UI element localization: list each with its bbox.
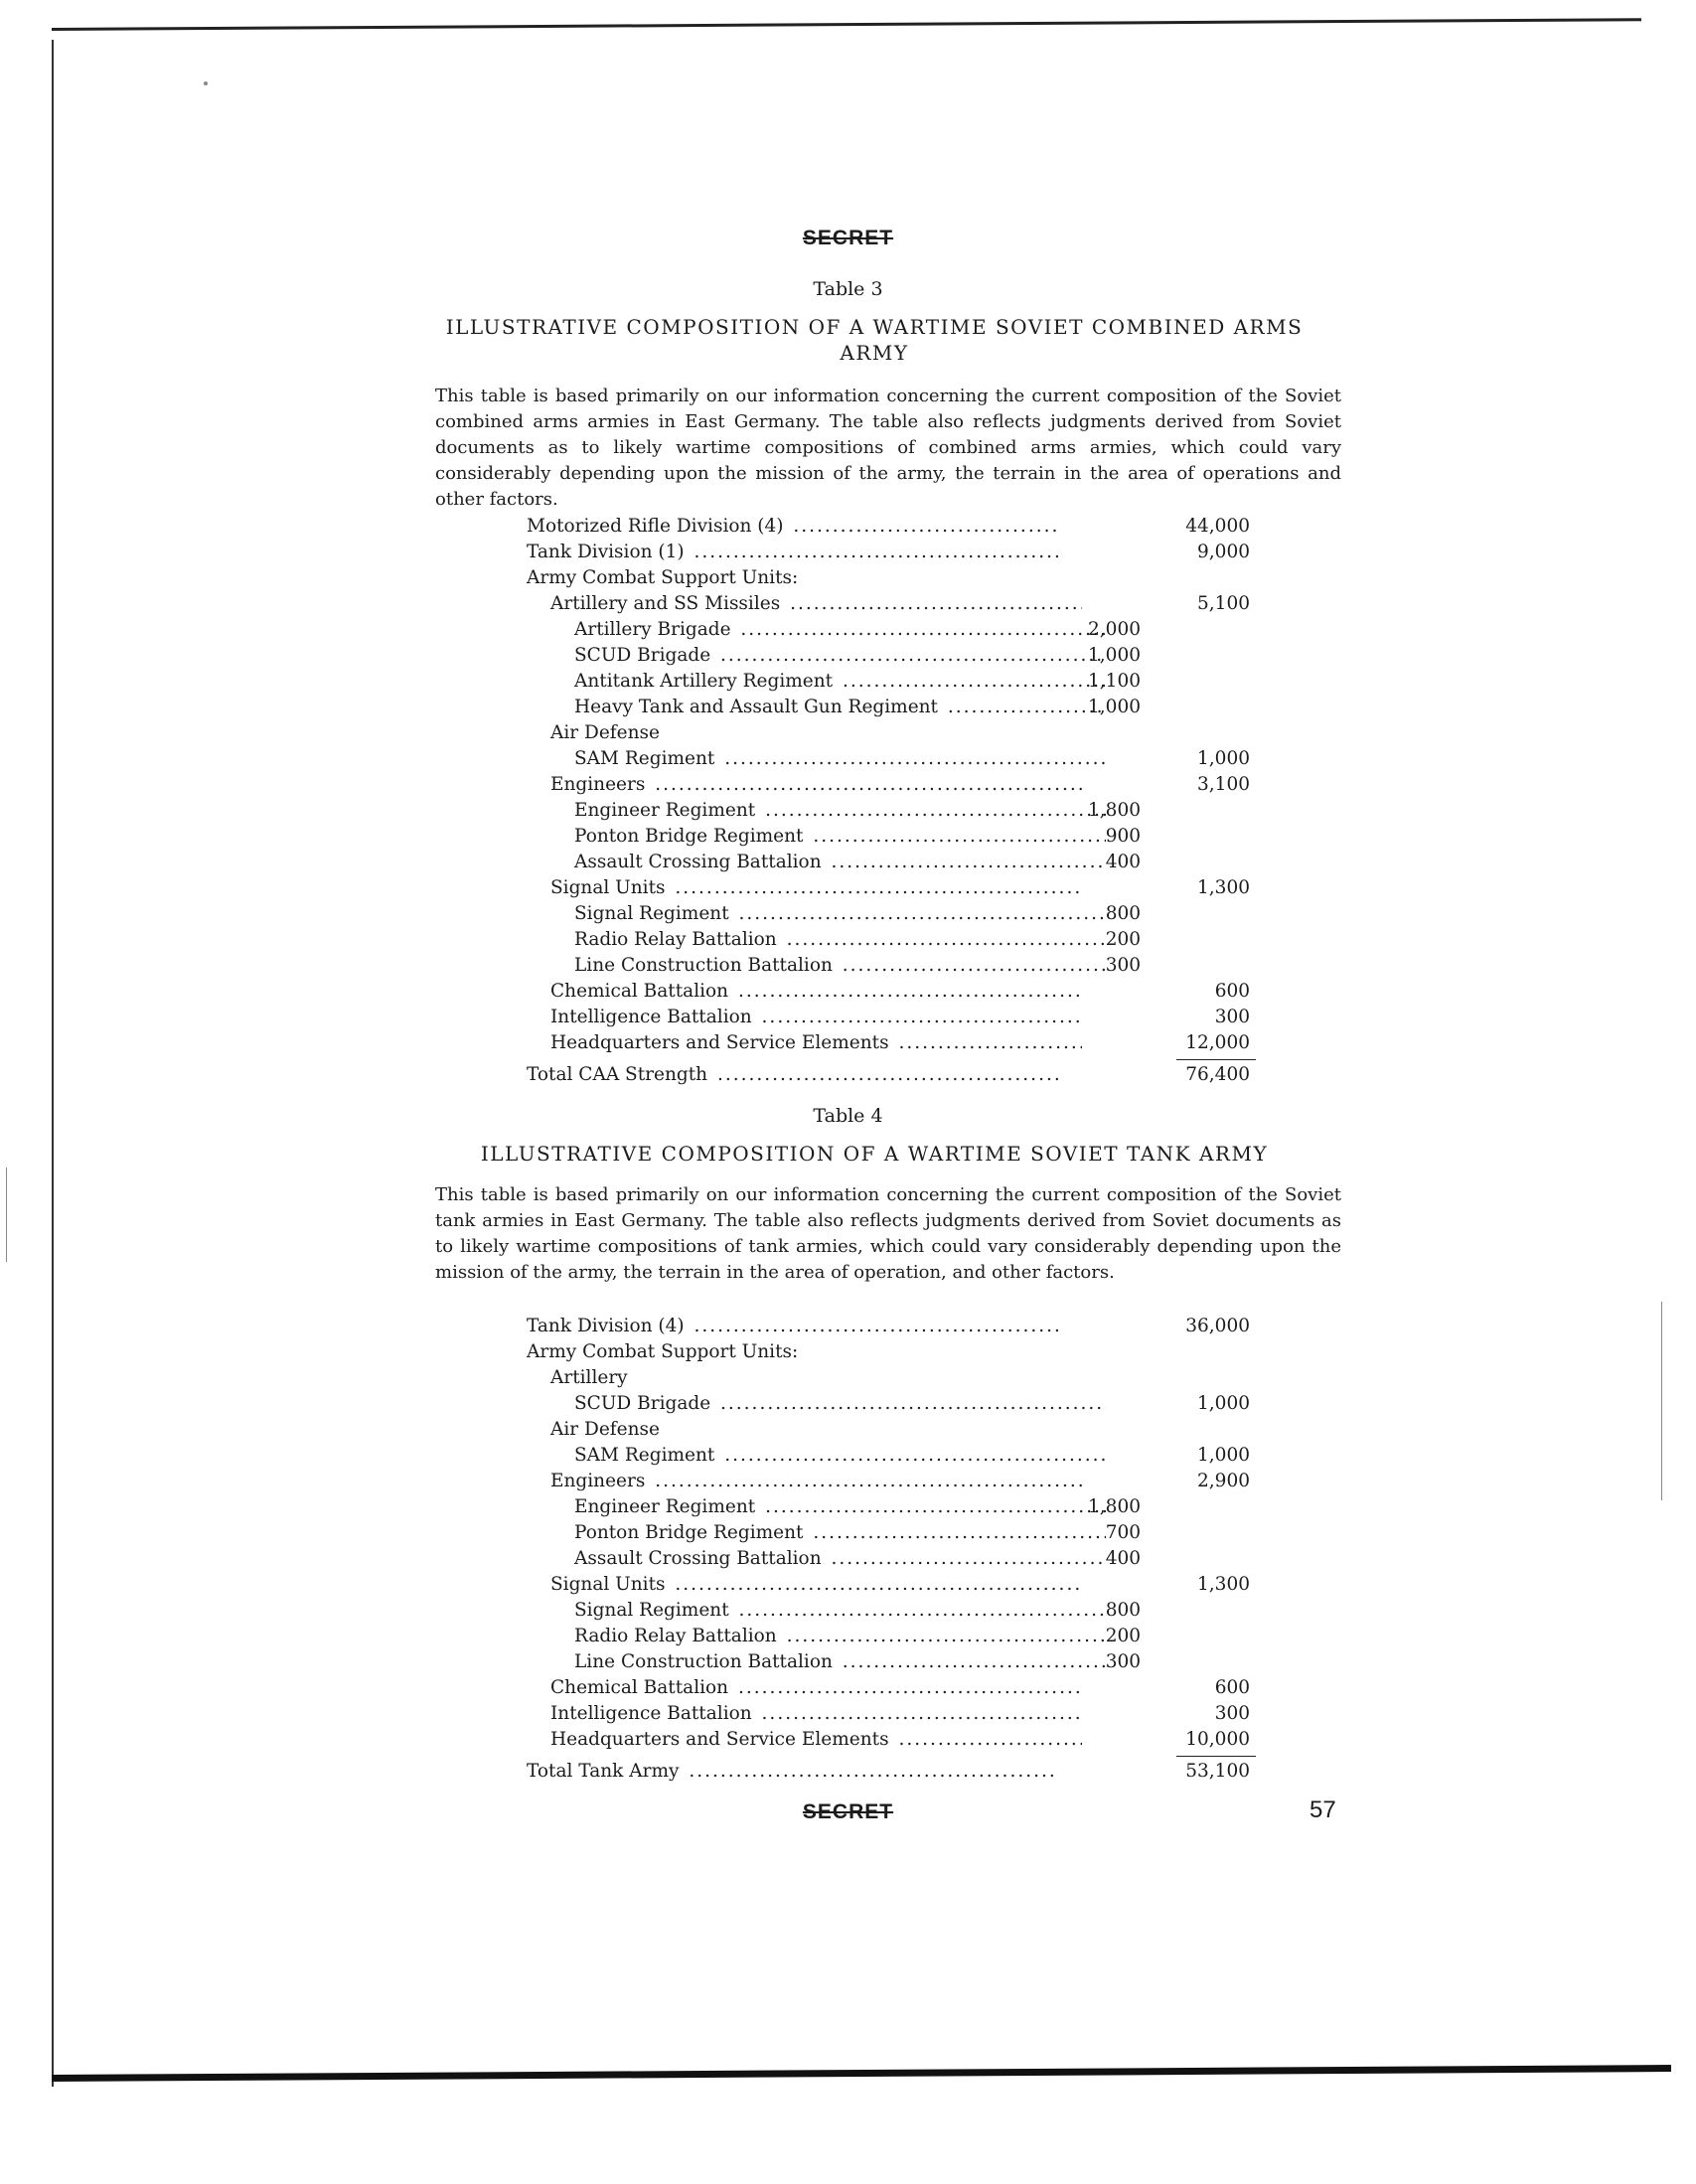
row-label: Engineers <box>550 774 646 795</box>
row-label: Chemical Battalion <box>550 981 729 1002</box>
table4-entries <box>527 1314 1262 1785</box>
row-subtotal: 800 <box>1105 903 1141 924</box>
row-label-cell <box>527 1365 1082 1391</box>
row-label-cell <box>527 720 1082 746</box>
table-row <box>527 540 1262 565</box>
table-row <box>527 1005 1262 1030</box>
row-label-cell <box>527 1443 1106 1469</box>
table-row <box>527 746 1262 772</box>
row-subtotal: 1,000 <box>1088 697 1141 717</box>
table-row <box>527 1391 1262 1417</box>
table4-title-line1: ILLUSTRATIVE COMPOSITION OF A WARTIME SOVIET TANK ARMY <box>480 1142 1269 1166</box>
row-label-cell <box>527 695 1106 720</box>
row-label-cell <box>527 1572 1082 1598</box>
table-row <box>527 875 1262 901</box>
row-label-cell <box>527 1675 1082 1701</box>
row-label-cell <box>527 850 1106 875</box>
row-label: Line Construction Battalion <box>574 955 833 976</box>
row-value: 1,000 <box>1197 748 1250 769</box>
security-marking-bottom: SECRET <box>802 1800 894 1823</box>
row-label-cell <box>527 927 1106 953</box>
table4-number: Table 4 <box>813 1105 883 1127</box>
row-value: 1,000 <box>1197 1393 1250 1414</box>
row-label-cell <box>527 1546 1106 1572</box>
row-label: Radio Relay Battalion <box>574 929 777 950</box>
table-row <box>527 1494 1262 1520</box>
row-label: Air Defense <box>550 1419 660 1440</box>
table-row <box>527 1417 1262 1443</box>
table-row <box>527 669 1262 695</box>
row-subtotal: 200 <box>1105 1626 1141 1646</box>
page-border-bottom <box>52 2065 1671 2082</box>
page-border-left <box>52 40 54 2087</box>
table-row <box>527 772 1262 798</box>
row-value: 5,100 <box>1197 593 1250 614</box>
row-subtotal: 400 <box>1105 852 1141 872</box>
total-value: 53,100 <box>1160 1759 1250 1785</box>
table-row <box>527 1598 1262 1624</box>
table3-entries <box>527 514 1262 1088</box>
table-row <box>527 591 1262 617</box>
row-subtotal: 2,000 <box>1088 619 1141 640</box>
row-subtotal: 700 <box>1105 1522 1141 1543</box>
row-label-cell <box>527 1598 1106 1624</box>
total-label-cell <box>527 1759 1058 1785</box>
row-label: Headquarters and Service Elements <box>550 1729 889 1750</box>
row-label-cell <box>527 1624 1106 1649</box>
table3-title-line2: ARMY <box>840 341 909 365</box>
table-row <box>527 798 1262 824</box>
row-value: 10,000 <box>1185 1729 1250 1750</box>
table-row <box>527 617 1262 643</box>
row-label: Intelligence Battalion <box>550 1007 752 1027</box>
row-label: Intelligence Battalion <box>550 1703 752 1724</box>
table-row <box>527 1546 1262 1572</box>
row-label: Chemical Battalion <box>550 1677 729 1698</box>
row-value: 2,900 <box>1197 1471 1250 1491</box>
table-row <box>527 643 1262 669</box>
row-label-cell <box>527 901 1106 927</box>
row-value: 44,000 <box>1185 516 1250 537</box>
row-label-cell <box>527 1339 1058 1365</box>
table-row <box>527 1339 1262 1365</box>
row-label-cell <box>527 1005 1082 1030</box>
row-label-cell <box>527 824 1106 850</box>
total-label: Total Tank Army <box>527 1761 680 1782</box>
row-label-cell <box>527 1391 1106 1417</box>
row-label-cell <box>527 540 1058 565</box>
table-row <box>527 1469 1262 1494</box>
table-row <box>527 1572 1262 1598</box>
table4-title <box>378 1141 1371 1167</box>
row-subtotal: 1,800 <box>1088 1496 1141 1517</box>
row-subtotal: 200 <box>1105 929 1141 950</box>
table3-number: Table 3 <box>813 278 883 300</box>
row-value: 1,300 <box>1197 877 1250 898</box>
table4-intro: This table is based primarily on our information concerning the current composition of the Soviet tank armies in East Germany. The table also reflects judgments derived from Soviet documents as to likely wartime compositions of tank armies, which could vary considerably depending upon the mission of the army, the terrain in the area of operation, and other factors. <box>435 1184 1341 1283</box>
scan-line-left <box>6 1168 7 1262</box>
scan-line-right <box>1661 1302 1662 1500</box>
row-label: Signal Regiment <box>574 1600 729 1621</box>
row-label-cell <box>527 643 1106 669</box>
row-label: Engineers <box>550 1471 646 1491</box>
row-label-cell <box>527 979 1082 1005</box>
table-row <box>527 565 1262 591</box>
table3-title <box>378 314 1371 366</box>
row-value: 300 <box>1214 1703 1250 1724</box>
row-value: 9,000 <box>1197 542 1250 562</box>
row-subtotal: 800 <box>1105 1600 1141 1621</box>
row-label: Heavy Tank and Assault Gun Regiment <box>574 697 938 717</box>
row-value: 36,000 <box>1185 1316 1250 1336</box>
total-label: Total CAA Strength <box>527 1064 708 1085</box>
page-number: 57 <box>1310 1796 1336 1823</box>
table-row <box>527 1443 1262 1469</box>
row-value: 600 <box>1214 1677 1250 1698</box>
table-row <box>527 1701 1262 1727</box>
table-row <box>527 720 1262 746</box>
row-label: Antitank Artillery Regiment <box>574 671 834 692</box>
row-label: Engineer Regiment <box>574 1496 756 1517</box>
table-row <box>527 824 1262 850</box>
row-label-cell <box>527 772 1082 798</box>
table-row <box>527 1675 1262 1701</box>
security-marking-top: SECRET <box>802 227 894 249</box>
row-label-cell <box>527 1469 1082 1494</box>
total-label-cell <box>527 1062 1058 1088</box>
row-label: Tank Division (4) <box>527 1316 685 1336</box>
row-label: Assault Crossing Battalion <box>574 1548 822 1569</box>
total-row <box>527 1759 1262 1785</box>
row-label: Artillery <box>550 1367 628 1388</box>
table-row <box>527 514 1262 540</box>
row-label-cell <box>527 1314 1058 1339</box>
total-value: 76,400 <box>1160 1062 1250 1088</box>
row-label: Line Construction Battalion <box>574 1651 833 1672</box>
row-label: SAM Regiment <box>574 1445 715 1466</box>
table-row <box>527 695 1262 720</box>
row-value: 3,100 <box>1197 774 1250 795</box>
table-row <box>527 901 1262 927</box>
row-label: Artillery Brigade <box>574 619 731 640</box>
row-label-cell <box>527 1494 1106 1520</box>
table-row <box>527 1520 1262 1546</box>
row-value: 1,300 <box>1197 1574 1250 1595</box>
table-row <box>527 1365 1262 1391</box>
row-subtotal: 1,000 <box>1088 645 1141 666</box>
row-label: SCUD Brigade <box>574 645 711 666</box>
row-label-cell <box>527 746 1106 772</box>
row-label: Assault Crossing Battalion <box>574 852 822 872</box>
row-subtotal: 900 <box>1105 826 1141 847</box>
table3-title-line1: ILLUSTRATIVE COMPOSITION OF A WARTIME SOVIET COMBINED ARMS <box>445 315 1304 339</box>
scan-speck <box>204 81 208 85</box>
row-label: Headquarters and Service Elements <box>550 1032 889 1053</box>
row-subtotal: 400 <box>1105 1548 1141 1569</box>
table-row <box>527 953 1262 979</box>
row-label: Artillery and SS Missiles <box>550 593 781 614</box>
table-row <box>527 850 1262 875</box>
row-value: 1,000 <box>1197 1445 1250 1466</box>
row-subtotal: 300 <box>1105 955 1141 976</box>
table-row <box>527 927 1262 953</box>
row-label: Signal Units <box>550 877 666 898</box>
row-label: Army Combat Support Units: <box>527 567 799 588</box>
table-row <box>527 1649 1262 1675</box>
row-label: SCUD Brigade <box>574 1393 711 1414</box>
row-label-cell <box>527 1030 1082 1056</box>
row-value: 600 <box>1214 981 1250 1002</box>
table-row <box>527 1030 1262 1056</box>
row-subtotal: 1,100 <box>1088 671 1141 692</box>
row-value: 300 <box>1214 1007 1250 1027</box>
row-label-cell <box>527 669 1106 695</box>
row-label-cell <box>527 798 1106 824</box>
row-label: Radio Relay Battalion <box>574 1626 777 1646</box>
row-label-cell <box>527 1649 1106 1675</box>
row-label: Tank Division (1) <box>527 542 685 562</box>
row-label: Ponton Bridge Regiment <box>574 826 804 847</box>
row-label-cell <box>527 1417 1082 1443</box>
table-row <box>527 979 1262 1005</box>
row-label-cell <box>527 565 1058 591</box>
table-row <box>527 1624 1262 1649</box>
row-label: Engineer Regiment <box>574 800 756 821</box>
row-label-cell <box>527 591 1082 617</box>
row-label-cell <box>527 1701 1082 1727</box>
row-label: Army Combat Support Units: <box>527 1341 799 1362</box>
row-label: Signal Units <box>550 1574 666 1595</box>
row-label: Ponton Bridge Regiment <box>574 1522 804 1543</box>
row-label: Air Defense <box>550 722 660 743</box>
row-label-cell <box>527 1727 1082 1753</box>
row-label-cell <box>527 514 1058 540</box>
row-label-cell <box>527 617 1106 643</box>
table-row <box>527 1727 1262 1753</box>
table-row <box>527 1314 1262 1339</box>
row-subtotal: 300 <box>1105 1651 1141 1672</box>
total-row <box>527 1062 1262 1088</box>
row-label: SAM Regiment <box>574 748 715 769</box>
row-value: 12,000 <box>1185 1032 1250 1053</box>
row-label-cell <box>527 953 1106 979</box>
row-label: Signal Regiment <box>574 903 729 924</box>
row-subtotal: 1,800 <box>1088 800 1141 821</box>
page-border-top <box>52 18 1641 31</box>
table3-intro: This table is based primarily on our information concerning the current composition of the Soviet combined arms armies in East Germany. The table also reflects judgments derived from Soviet documents as to likely wartime compositions of combined arms armies, which could vary considerably depending upon the mission of the army, the terrain in the area of operations and other factors. <box>435 386 1341 510</box>
row-label: Motorized Rifle Division (4) <box>527 516 784 537</box>
row-label-cell <box>527 875 1082 901</box>
row-label-cell <box>527 1520 1106 1546</box>
